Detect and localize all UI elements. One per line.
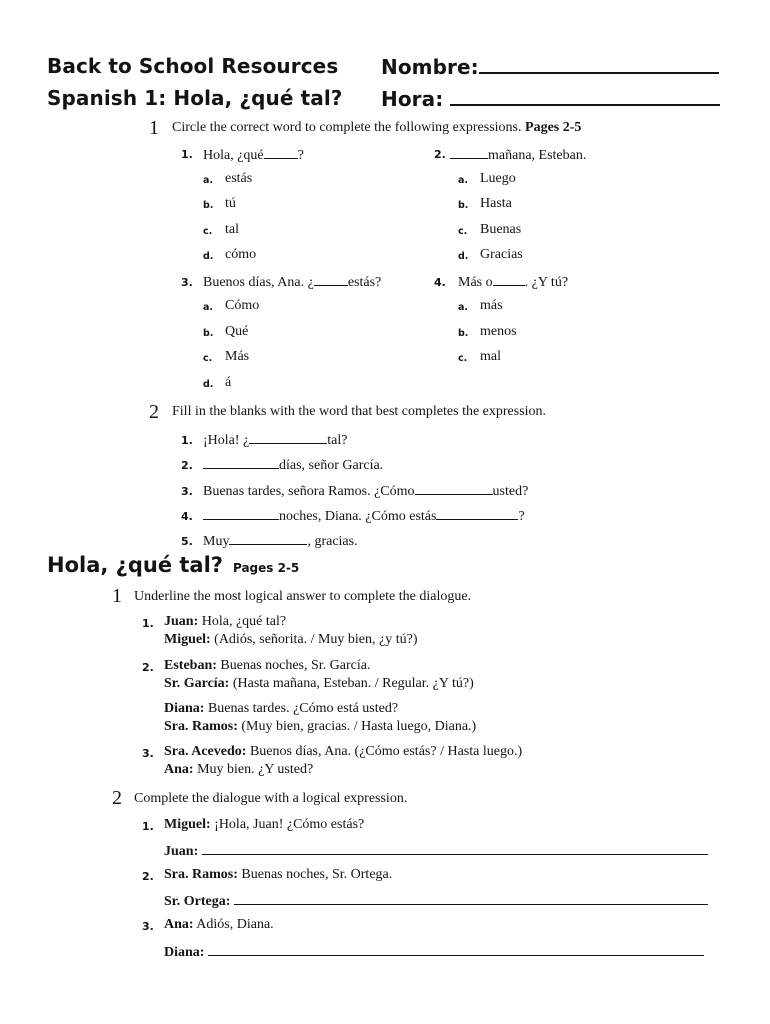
- choice-letter: b.: [458, 200, 469, 211]
- question-number: 5.: [181, 535, 193, 548]
- answer-blank[interactable]: [234, 892, 708, 905]
- choice-option[interactable]: Hasta: [480, 196, 512, 211]
- question-number: 1.: [181, 434, 193, 447]
- section-instruction: Circle the correct word to complete the following expressions. Pages 2-5: [172, 120, 582, 135]
- question-text: mañana, Esteban.: [450, 146, 586, 164]
- question-text: Muy , gracias.: [203, 534, 358, 549]
- dialogue-line[interactable]: Sr. García: (Hasta mañana, Esteban. / Regular. ¿Y tú?): [164, 676, 474, 691]
- section-instruction: Complete the dialogue with a logical expression.: [134, 791, 408, 806]
- choice-letter: a.: [458, 175, 469, 186]
- dialogue-number: 3.: [142, 747, 154, 760]
- question-text: Hola, ¿qué ?: [203, 148, 304, 163]
- choice-option[interactable]: Cómo: [225, 298, 260, 313]
- pages-ref: Pages 2-5: [525, 120, 582, 135]
- choice-letter: c.: [458, 226, 468, 237]
- part-heading: [47, 553, 299, 577]
- choice-option[interactable]: Luego: [480, 171, 516, 186]
- choice-option[interactable]: á: [225, 375, 232, 390]
- section-instruction: Underline the most logical answer to complete the dialogue.: [134, 589, 472, 604]
- question-number: 4.: [181, 510, 193, 523]
- section-number: 2: [112, 787, 122, 809]
- choice-letter: d.: [458, 251, 469, 262]
- section-number: 2: [149, 401, 159, 423]
- section-number: 1: [149, 117, 159, 139]
- subtitle-text: Spanish 1: Hola, ¿qué tal?: [47, 86, 343, 110]
- choice-letter: c.: [458, 353, 468, 364]
- question-text: días, señor García.: [203, 456, 383, 474]
- answer-blank[interactable]: [436, 507, 518, 520]
- dialogue-number: 2.: [142, 870, 154, 883]
- answer-blank[interactable]: [264, 146, 298, 159]
- answer-blank[interactable]: [493, 273, 525, 286]
- question-number: 3.: [181, 485, 193, 498]
- choice-option[interactable]: Buenas: [480, 222, 522, 237]
- choice-letter: a.: [203, 302, 214, 313]
- answer-line[interactable]: Diana:: [164, 943, 704, 961]
- answer-line[interactable]: Juan:: [164, 842, 708, 860]
- dialogue-line: Diana: Buenas tardes. ¿Cómo está usted?: [164, 701, 399, 716]
- choice-option[interactable]: tú: [225, 196, 236, 211]
- choice-option[interactable]: tal: [225, 222, 239, 237]
- dialogue-number: 1.: [142, 617, 154, 630]
- answer-blank[interactable]: [249, 431, 327, 444]
- part-title: Hola, ¿qué tal?: [47, 553, 223, 577]
- choice-option[interactable]: estás: [225, 171, 253, 186]
- question-number: 1.: [181, 148, 193, 161]
- dialogue-line[interactable]: Sra. Acevedo: Buenos días, Ana. (¿Cómo estás? / Hasta luego.): [164, 744, 523, 759]
- question-text: Buenas tardes, señora Ramos. ¿Cómo usted?: [203, 484, 529, 499]
- choice-letter: a.: [458, 302, 469, 313]
- title-text: Back to School Resources: [47, 54, 339, 78]
- question-text: Más o . ¿Y tú?: [458, 275, 569, 290]
- hour-line[interactable]: [450, 86, 720, 106]
- answer-blank[interactable]: [450, 146, 488, 159]
- answer-blank[interactable]: [229, 532, 307, 545]
- name-line[interactable]: [479, 54, 719, 74]
- choice-letter: d.: [203, 379, 214, 390]
- choice-option[interactable]: Más: [225, 349, 250, 364]
- answer-blank[interactable]: [203, 456, 279, 469]
- worksheet-subtitle: [47, 86, 342, 110]
- choice-letter: a.: [203, 175, 214, 186]
- answer-line[interactable]: Sr. Ortega:: [164, 892, 708, 910]
- section-number: 1: [112, 585, 122, 607]
- choice-option[interactable]: mal: [480, 349, 501, 364]
- section-instruction: Fill in the blanks with the word that best completes the expression.: [172, 404, 547, 419]
- question-text: ¡Hola! ¿ tal?: [203, 433, 348, 448]
- dialogue-number: 1.: [142, 820, 154, 833]
- dialogue-number: 3.: [142, 920, 154, 933]
- choice-option[interactable]: más: [480, 298, 503, 313]
- dialogue-line: Juan: Hola, ¿qué tal?: [164, 614, 287, 629]
- dialogue-line[interactable]: Miguel: (Adiós, señorita. / Muy bien, ¿y tú?): [164, 632, 418, 647]
- answer-blank[interactable]: [203, 507, 279, 520]
- choice-letter: c.: [203, 226, 213, 237]
- answer-blank[interactable]: [314, 273, 348, 286]
- pages-ref: Pages 2-5: [232, 561, 300, 575]
- name-field[interactable]: [381, 54, 719, 79]
- dialogue-line: Sra. Ramos: Buenas noches, Sr. Ortega.: [164, 867, 393, 882]
- choice-option[interactable]: menos: [480, 324, 517, 339]
- dialogue-line: Esteban: Buenas noches, Sr. García.: [164, 658, 371, 673]
- name-label: Nombre:: [381, 55, 479, 79]
- choice-option[interactable]: Gracias: [480, 247, 523, 262]
- dialogue-number: 2.: [142, 661, 154, 674]
- worksheet-title: [47, 54, 338, 78]
- dialogue-line: Ana: Muy bien. ¿Y usted?: [164, 762, 314, 777]
- question-number: 3.: [181, 276, 193, 289]
- choice-letter: b.: [203, 200, 214, 211]
- dialogue-line: Ana: Adiós, Diana.: [164, 917, 274, 932]
- choice-letter: c.: [203, 353, 213, 364]
- hour-label: Hora:: [381, 87, 444, 111]
- question-number: 4.: [434, 276, 446, 289]
- answer-blank[interactable]: [415, 482, 493, 495]
- choice-option[interactable]: cómo: [225, 247, 257, 262]
- choice-letter: b.: [458, 328, 469, 339]
- choice-option[interactable]: Qué: [225, 324, 249, 339]
- dialogue-line[interactable]: Sra. Ramos: (Muy bien, gracias. / Hasta luego, Diana.): [164, 719, 477, 734]
- question-text: Buenos días, Ana. ¿ estás?: [203, 275, 382, 290]
- question-number: 2.: [434, 148, 446, 161]
- choice-letter: d.: [203, 251, 214, 262]
- dialogue-line: Miguel: ¡Hola, Juan! ¿Cómo estás?: [164, 817, 365, 832]
- hour-field[interactable]: [381, 86, 720, 111]
- answer-blank[interactable]: [202, 842, 708, 855]
- question-text: noches, Diana. ¿Cómo estás ?: [203, 507, 525, 525]
- question-number: 2.: [181, 459, 193, 472]
- choice-letter: b.: [203, 328, 214, 339]
- answer-blank[interactable]: [208, 943, 704, 956]
